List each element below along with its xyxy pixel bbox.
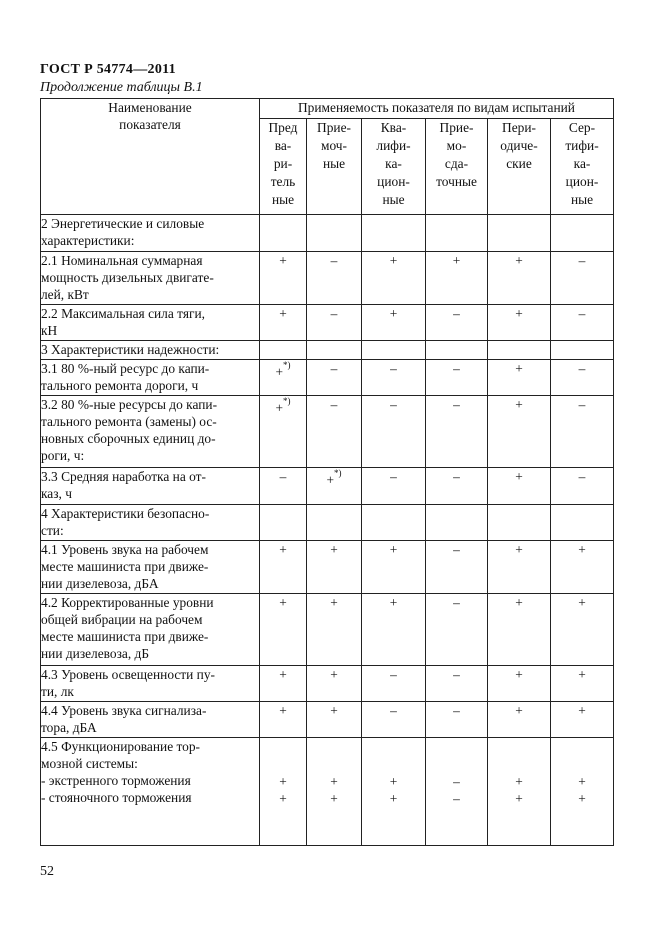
applicability-mark: + <box>330 703 338 719</box>
indicator-name: 4.4 Уровень звука сигнализа- тора, дБА <box>41 702 260 738</box>
applicability-mark: + <box>515 469 523 485</box>
applicability-mark: – <box>330 305 338 321</box>
applicability-cell <box>426 540 488 593</box>
applicability-cell <box>307 215 362 251</box>
applicability-cell <box>362 340 426 359</box>
applicability-mark: + <box>578 541 586 557</box>
applicability-cell <box>362 468 426 504</box>
applicability-cell <box>260 666 307 702</box>
applicability-cell <box>551 593 614 665</box>
table-row <box>41 360 614 396</box>
footnote-marker: *) <box>283 360 291 370</box>
applicability-cell <box>307 396 362 468</box>
applicability-cell <box>551 251 614 304</box>
applicability-cell <box>260 215 307 251</box>
applicability-mark: + <box>389 594 398 610</box>
table-row <box>41 738 614 846</box>
applicability-cell <box>551 468 614 504</box>
applicability-mark: + <box>578 667 586 683</box>
applicability-cell <box>488 396 551 468</box>
applicability-cell <box>307 251 362 304</box>
applicability-mark: + <box>515 703 523 719</box>
applicability-mark: + <box>389 305 398 321</box>
indicator-name: 4.3 Уровень освещенности пу- ти, лк <box>41 666 260 702</box>
applicability-cell <box>260 468 307 504</box>
indicator-name: 4.2 Корректированные уровни общей вибрации на рабочем месте машиниста при движе- нии дизелевоза, дБ <box>41 593 260 665</box>
applicability-cell <box>307 593 362 665</box>
applicability-cell <box>488 304 551 340</box>
page-number: 52 <box>40 864 54 879</box>
table-row <box>41 468 614 504</box>
applicability-mark: – – <box>453 774 460 807</box>
applicability-mark: + + <box>279 774 287 807</box>
applicability-cell <box>551 540 614 593</box>
applicability-mark: – <box>330 397 338 413</box>
applicability-mark: +*) <box>326 468 342 488</box>
applicability-cell <box>551 360 614 396</box>
footnote-marker: *) <box>283 396 291 407</box>
applicability-cell <box>488 251 551 304</box>
applicability-mark: + <box>279 667 287 683</box>
applicability-cell <box>307 702 362 738</box>
applicability-mark: + <box>515 252 523 268</box>
applicability-mark: + + <box>578 774 586 807</box>
applicability-cell <box>426 396 488 468</box>
applicability-cell <box>426 702 488 738</box>
applicability-cell <box>362 666 426 702</box>
applicability-cell <box>260 304 307 340</box>
applicability-cell <box>426 468 488 504</box>
applicability-mark: – <box>330 252 338 268</box>
applicability-mark: – <box>390 469 397 485</box>
column-subheader: Ква- лифи- ка- цион- ные <box>362 119 426 215</box>
table-row <box>41 593 614 665</box>
applicability-cell <box>362 215 426 251</box>
applicability-mark: – <box>390 667 397 683</box>
applicability-mark: – <box>453 469 460 485</box>
applicability-mark: + <box>515 667 523 683</box>
indicator-name: 2 Энергетические и силовые характеристики: <box>41 215 260 251</box>
indicator-name: 4.5 Функционирование тор- мозной системы: - экстренного торможения - стояночного торможения <box>41 738 260 846</box>
table-row <box>41 540 614 593</box>
applicability-cell <box>362 504 426 540</box>
applicability-cell <box>488 468 551 504</box>
applicability-cell <box>488 360 551 396</box>
applicability-mark: +*) <box>275 396 291 416</box>
indicator-name: 3 Характеристики надежности: <box>41 340 260 359</box>
applicability-cell <box>488 540 551 593</box>
applicability-mark: + <box>330 667 338 683</box>
applicability-mark: + <box>279 305 287 321</box>
applicability-cell <box>488 666 551 702</box>
applicability-mark: – <box>453 397 460 413</box>
applicability-mark: +*) <box>275 360 291 380</box>
applicability-cell <box>551 666 614 702</box>
applicability-cell <box>551 304 614 340</box>
column-subheader: Пред ва- ри- тель ные <box>260 119 307 215</box>
applicability-cell <box>488 340 551 359</box>
applicability-cell <box>260 738 307 846</box>
applicability-mark: + <box>279 252 287 268</box>
applicability-cell <box>260 702 307 738</box>
column-group-header: Применяемость показателя по видам испытаний <box>260 99 614 119</box>
indicator-name: 3.1 80 %-ный ресурс до капи- тального ремонта дороги, ч <box>41 360 260 396</box>
applicability-mark: + <box>515 397 523 413</box>
applicability-mark: – <box>453 541 460 557</box>
applicability-mark: + <box>578 703 586 719</box>
applicability-cell <box>307 304 362 340</box>
applicability-mark: + <box>330 594 338 610</box>
applicability-cell <box>260 360 307 396</box>
applicability-mark: – <box>330 361 338 376</box>
applicability-cell <box>488 504 551 540</box>
applicability-mark: + + <box>515 774 523 807</box>
applicability-mark: – <box>453 305 460 321</box>
column-subheader: Пери- одиче- ские <box>488 119 551 215</box>
table-row <box>41 666 614 702</box>
table-row <box>41 340 614 359</box>
applicability-mark: + <box>330 541 338 557</box>
applicability-mark: – <box>578 305 586 321</box>
applicability-mark: – <box>578 361 586 376</box>
applicability-table <box>40 98 614 846</box>
applicability-mark: – <box>453 703 460 719</box>
applicability-mark: – <box>279 469 287 485</box>
applicability-cell <box>426 340 488 359</box>
applicability-cell <box>362 540 426 593</box>
applicability-cell <box>488 215 551 251</box>
indicator-name: 4 Характеристики безопасно- сти: <box>41 504 260 540</box>
applicability-mark: + <box>389 541 398 557</box>
indicator-name: 3.2 80 %-ные ресурсы до капи- тального ремонта (замены) ос- новных сборочных единиц до- роги, ч: <box>41 396 260 468</box>
applicability-cell <box>426 215 488 251</box>
applicability-cell <box>488 702 551 738</box>
indicator-name: 4.1 Уровень звука на рабочем месте машиниста при движе- нии дизелевоза, дБА <box>41 540 260 593</box>
applicability-cell <box>307 738 362 846</box>
applicability-cell <box>362 702 426 738</box>
applicability-mark: + <box>515 305 523 321</box>
table-row <box>41 304 614 340</box>
applicability-cell <box>260 540 307 593</box>
applicability-cell <box>362 251 426 304</box>
applicability-mark: – <box>453 667 460 683</box>
applicability-mark: + <box>578 594 586 610</box>
applicability-cell <box>362 304 426 340</box>
applicability-mark: + <box>515 361 523 376</box>
indicator-name: 2.2 Максимальная сила тяги, кН <box>41 304 260 340</box>
applicability-cell <box>362 593 426 665</box>
applicability-mark: – <box>578 252 586 268</box>
applicability-mark: + <box>452 252 461 268</box>
applicability-cell <box>426 360 488 396</box>
column-subheader: Прие- моч- ные <box>307 119 362 215</box>
applicability-cell <box>307 468 362 504</box>
applicability-cell <box>551 738 614 846</box>
applicability-mark: + <box>515 594 523 610</box>
applicability-mark: + <box>279 541 287 557</box>
table-caption: Продолжение таблицы В.1 <box>40 80 203 95</box>
applicability-mark: – <box>578 397 586 413</box>
applicability-cell <box>307 360 362 396</box>
indicator-name: 3.3 Средняя наработка на от- каз, ч <box>41 468 260 504</box>
applicability-cell <box>426 593 488 665</box>
column-subheader: Сер- тифи- ка- цион- ные <box>551 119 614 215</box>
applicability-cell <box>307 666 362 702</box>
indicator-name: 2.1 Номинальная суммарная мощность дизельных двигате- лей, кВт <box>41 251 260 304</box>
applicability-cell <box>260 396 307 468</box>
standard-designation: ГОСТ Р 54774—2011 <box>40 62 176 77</box>
applicability-mark: – <box>390 397 397 413</box>
applicability-mark: – <box>578 469 586 485</box>
applicability-mark: – <box>390 361 397 376</box>
applicability-mark: – <box>453 594 460 610</box>
table-row <box>41 251 614 304</box>
applicability-cell <box>551 396 614 468</box>
table-row <box>41 215 614 251</box>
applicability-cell <box>260 251 307 304</box>
applicability-mark: + + <box>389 774 398 807</box>
applicability-cell <box>362 360 426 396</box>
applicability-cell <box>426 738 488 846</box>
applicability-cell <box>307 540 362 593</box>
applicability-mark: + <box>515 541 523 557</box>
table-row <box>41 504 614 540</box>
applicability-cell <box>488 738 551 846</box>
applicability-cell <box>362 396 426 468</box>
applicability-cell <box>426 504 488 540</box>
applicability-mark: + <box>279 594 287 610</box>
applicability-cell <box>488 593 551 665</box>
applicability-cell <box>260 593 307 665</box>
applicability-cell <box>551 504 614 540</box>
applicability-cell <box>307 504 362 540</box>
applicability-cell <box>426 304 488 340</box>
applicability-cell <box>260 504 307 540</box>
column-header-name: Наименование показателя <box>41 99 260 215</box>
applicability-cell <box>426 666 488 702</box>
applicability-cell <box>551 340 614 359</box>
column-subheader: Прие- мо- сда- точные <box>426 119 488 215</box>
applicability-cell <box>362 738 426 846</box>
applicability-mark: – <box>390 703 397 719</box>
applicability-mark: + <box>389 252 398 268</box>
footnote-marker: *) <box>334 468 342 479</box>
table-row <box>41 702 614 738</box>
applicability-mark: + + <box>330 774 338 807</box>
applicability-cell <box>260 340 307 359</box>
applicability-cell <box>426 251 488 304</box>
applicability-mark: – <box>453 361 460 376</box>
applicability-cell <box>307 340 362 359</box>
applicability-cell <box>551 215 614 251</box>
applicability-cell <box>551 702 614 738</box>
table-row <box>41 396 614 468</box>
applicability-mark: + <box>279 703 287 719</box>
